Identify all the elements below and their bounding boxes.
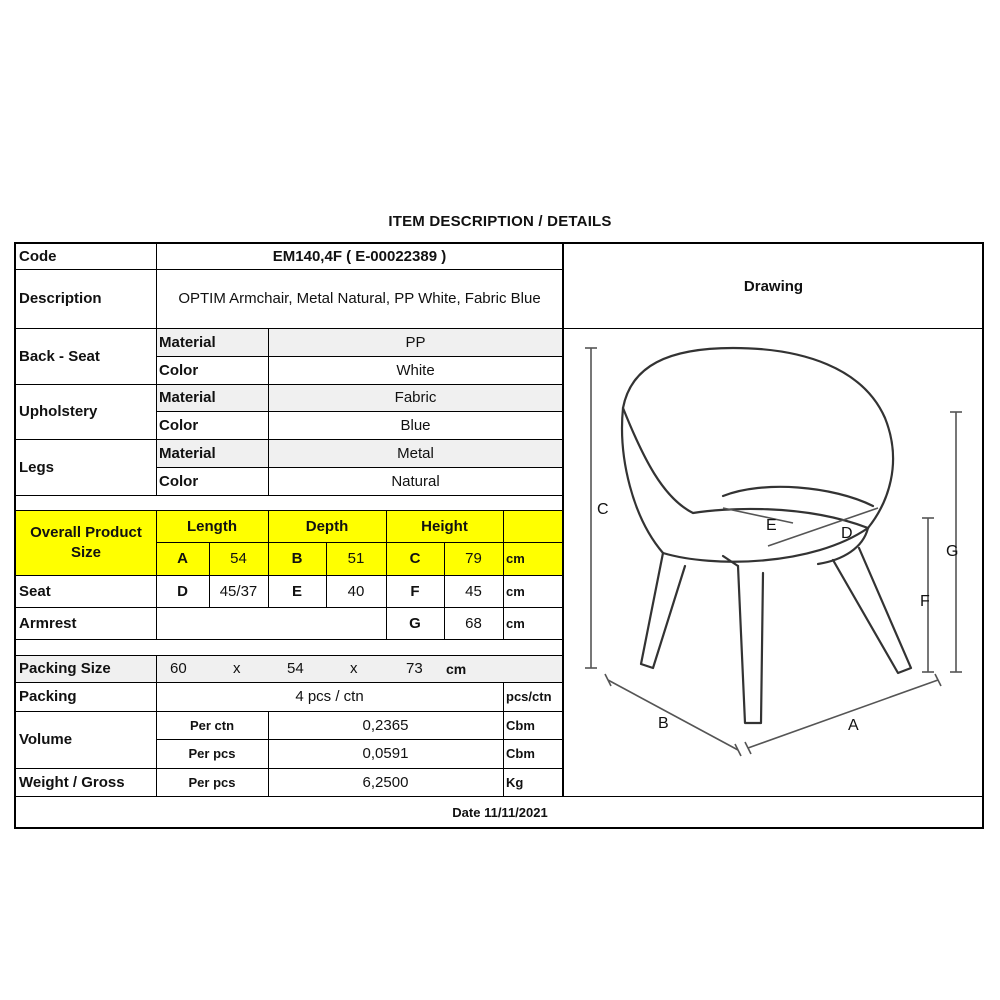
grid-line xyxy=(156,607,157,639)
upholstery-material-label: Material xyxy=(156,384,268,411)
grid-line xyxy=(326,542,327,607)
grid-line xyxy=(16,384,563,385)
back-seat-material-label: Material xyxy=(156,328,268,356)
height-header: Height xyxy=(386,510,503,542)
grid-line xyxy=(156,655,157,796)
chair-drawing-svg xyxy=(563,328,984,796)
dim-label-d: D xyxy=(841,525,853,542)
chair-inner-edge xyxy=(623,408,868,528)
dim-b-value: 51 xyxy=(326,542,386,575)
volume-per-pcs-label: Per pcs xyxy=(188,746,236,761)
grid-line xyxy=(16,575,563,576)
volume-label: Volume xyxy=(19,731,73,748)
grid-line xyxy=(16,639,563,640)
length-header: Length xyxy=(156,510,268,542)
dim-tick-b-start xyxy=(605,674,611,686)
dim-b-key: B xyxy=(268,542,326,575)
upholstery-color-value: Blue xyxy=(400,416,431,434)
back-seat-label: Back - Seat xyxy=(19,347,100,365)
overall-size-label-line2: Size xyxy=(70,544,101,561)
dim-label-a: A xyxy=(848,717,859,734)
legs-color-value: Natural xyxy=(391,472,440,490)
spec-sheet-table xyxy=(14,242,984,829)
code-value: EM140,4F ( E-00022389 ) xyxy=(272,248,447,265)
description-value: OPTIM Armchair, Metal Natural, PP White, Fabric Blue xyxy=(178,290,541,307)
packing-unit: pcs/ctn xyxy=(506,689,552,704)
seat-label: Seat xyxy=(19,582,51,600)
dim-c-key: C xyxy=(386,542,444,575)
packing-depth: 54 xyxy=(287,660,304,677)
volume-per-ctn-value: 0,2365 xyxy=(362,716,409,734)
dim-a-key: A xyxy=(156,542,209,575)
weight-per-pcs-label: Per pcs xyxy=(188,774,236,790)
code-label: Code xyxy=(19,248,57,265)
dim-g-value: 68 xyxy=(465,614,482,632)
armrest-unit: cm xyxy=(506,615,525,631)
grid-line xyxy=(268,711,269,796)
seat-unit: cm xyxy=(506,583,525,599)
packing-x1: x xyxy=(233,660,241,677)
grid-line xyxy=(16,269,563,270)
volume-per-ctn-unit: Cbm xyxy=(506,717,535,733)
grid-line xyxy=(16,768,563,769)
packing-value: 4 pcs / ctn xyxy=(295,688,364,705)
volume-per-pcs-unit: Cbm xyxy=(506,746,535,761)
dim-f-value: 45 xyxy=(465,582,482,600)
dim-d-value: 45/37 xyxy=(219,582,258,600)
weight-value: 6,2500 xyxy=(362,773,409,791)
grid-line xyxy=(16,510,563,511)
grid-line xyxy=(503,510,504,639)
legs-material-value: Metal xyxy=(268,439,563,467)
dim-c-value: 79 xyxy=(444,542,503,575)
overall-size-label-line1: Overall Product xyxy=(30,524,142,541)
chair-leg-center xyxy=(738,566,763,723)
packing-size-unit: cm xyxy=(446,660,467,677)
grid-line xyxy=(16,607,563,608)
grid-line xyxy=(444,542,445,639)
overall-size-label xyxy=(16,510,156,575)
dim-line-b xyxy=(608,680,738,750)
packing-size-values xyxy=(156,655,563,682)
packing-height: 73 xyxy=(406,660,423,677)
packing-width: 60 xyxy=(170,660,187,677)
legs-color-label: Color xyxy=(159,472,199,490)
back-seat-material-value: PP xyxy=(268,328,563,356)
grid-line xyxy=(156,356,563,357)
grid-line xyxy=(156,411,563,412)
grid-line xyxy=(16,711,563,712)
grid-line xyxy=(386,510,387,639)
grid-line xyxy=(268,510,269,607)
grid-line xyxy=(156,542,563,543)
grid-line xyxy=(209,542,210,607)
unit-header-blank xyxy=(503,510,563,542)
chair-leg-left-front xyxy=(641,553,685,668)
dim-tick-b-end xyxy=(735,744,741,756)
chair-drawing xyxy=(563,328,984,796)
grid-line xyxy=(156,467,563,468)
dim-label-e: E xyxy=(766,517,777,534)
grid-line xyxy=(16,439,563,440)
date-footer: Date 11/11/2021 xyxy=(452,805,548,820)
weight-unit: Kg xyxy=(506,774,524,790)
grid-line xyxy=(503,682,504,796)
chair-leg-right xyxy=(833,548,911,673)
volume-per-pcs-value: 0,0591 xyxy=(362,745,409,762)
depth-header: Depth xyxy=(268,510,386,542)
back-seat-color-value: White xyxy=(396,361,435,379)
dim-label-b: B xyxy=(658,715,669,732)
chair-cushion xyxy=(723,487,873,506)
dim-d-key: D xyxy=(177,582,188,600)
back-seat-color-label: Color xyxy=(159,361,199,379)
grid-line xyxy=(16,796,984,797)
dim-f-key: F xyxy=(410,582,420,600)
description-label: Description xyxy=(19,290,102,307)
grid-line xyxy=(16,495,563,496)
dim-line-a xyxy=(748,680,938,748)
grid-line xyxy=(16,655,563,656)
armrest-label: Armrest xyxy=(19,614,77,632)
legs-label: Legs xyxy=(19,458,55,476)
upholstery-material-value: Fabric xyxy=(268,384,563,411)
overall-unit: cm xyxy=(503,542,563,575)
dim-label-g: G xyxy=(946,543,959,560)
packing-size-label: Packing Size xyxy=(16,655,156,682)
dim-label-c: C xyxy=(597,501,609,518)
legs-material-label: Material xyxy=(156,439,268,467)
grid-line xyxy=(156,244,157,495)
upholstery-color-label: Color xyxy=(159,416,199,434)
dim-e-key: E xyxy=(291,582,302,600)
dim-a-value: 54 xyxy=(209,542,268,575)
packing-x2: x xyxy=(350,660,358,677)
dim-g-key: G xyxy=(409,614,421,632)
grid-line xyxy=(156,510,157,607)
dim-e-value: 40 xyxy=(347,582,365,600)
upholstery-label: Upholstery xyxy=(19,403,98,420)
dim-label-f: F xyxy=(920,593,930,610)
grid-line xyxy=(16,682,563,683)
drawing-label: Drawing xyxy=(743,278,804,295)
grid-line xyxy=(268,328,269,495)
grid-line xyxy=(156,739,563,740)
volume-per-ctn-label: Per ctn xyxy=(189,717,235,733)
weight-label: Weight / Gross xyxy=(19,773,125,791)
document-title: ITEM DESCRIPTION / DETAILS xyxy=(388,213,612,230)
packing-label: Packing xyxy=(19,688,77,705)
